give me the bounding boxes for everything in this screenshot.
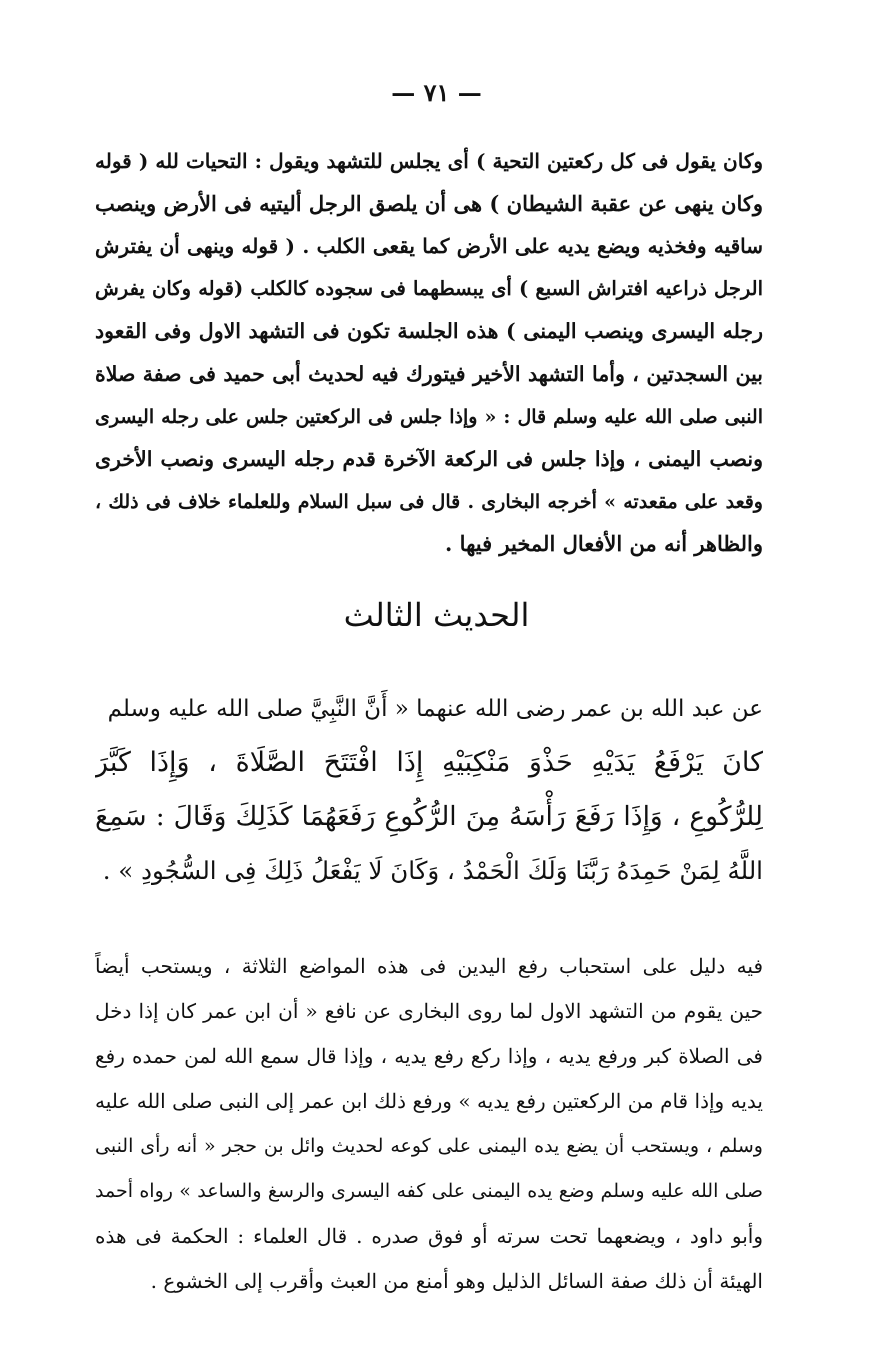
text-line: الهيئة أن ذلك صفة السائل الذليل وهو أمنع من العبث وأقرب إلى الخشوع . [150, 1269, 763, 1293]
commentary-paragraph-2 [95, 944, 763, 1304]
text-line: وقعد على مقعدته » أخرجه البخارى . قال فى سبل السلام وللعلماء خلاف فى ذلك ، [95, 490, 763, 513]
hadith-line: اللَّهُ لِمَنْ حَمِدَهُ رَبَّنَا وَلَكَ الْحَمْدُ ، وَكَانَ لَا يَفْعَلُ ذَلِكَ فِى السُّجُودِ » . [102, 856, 763, 885]
page-number: — ٧١ — [391, 78, 482, 107]
text-line: حين يقوم من التشهد الاول لما روى البخارى عن نافع « أن ابن عمر كان إذا دخل [95, 999, 763, 1023]
text-line: وكان يقول فى كل ركعتين التحية ) أى يجلس للتشهد ويقول : التحيات لله ( قوله [95, 149, 763, 173]
text-line: بين السجدتين ، وأما التشهد الأخير فيتورك فيه لحديث أبى حميد فى صفة صلاة [95, 361, 763, 386]
text-line: يديه وإذا قام من الركعتين رفع يديه » ورفع ذلك ابن عمر إلى النبى صلى الله عليه [95, 1089, 763, 1113]
text-line: وأبو داود ، ويضعهما تحت سرته أو فوق صدره . قال العلماء : الحكمة فى هذه [95, 1224, 763, 1248]
text-line: وكان ينهى عن عقبة الشيطان ) هى أن يلصق الرجل أليتيه فى الأرض وينصب [95, 190, 763, 216]
text-line: ساقيه وفخذيه ويضع يديه على الأرض كما يقعى الكلب . ( قوله وينهى أن يفترش [95, 234, 763, 259]
text-line: النبى صلى الله عليه وسلم قال : « وإذا جلس فى الركعتين جلس على رجله اليسرى [95, 405, 763, 428]
commentary-paragraph-1 [95, 140, 763, 566]
text-line: صلى الله عليه وسلم وضع يده اليمنى على كفه اليسرى والرسغ والساعد » رواه أحمد [95, 1180, 763, 1202]
text-line: رجله اليسرى وينصب اليمنى ) هذه الجلسة تكون فى التشهد الاول وفى القعود [95, 319, 763, 344]
hadith-line: عن عبد الله بن عمر رضى الله عنهما « أَنَّ النَّبِيَّ صلى الله عليه وسلم [107, 696, 763, 722]
text-line: فيه دليل على استحباب رفع اليدين فى هذه المواضع الثلاثة ، ويستحب أيضاً [95, 954, 763, 978]
hadith-line: كانَ يَرْفَعُ يَدَيْهِ حَذْوَ مَنْكِبَيْهِ إِذَا افْتَتَحَ الصَّلَاةَ ، وَإِذَا كَبَّرَ [95, 747, 763, 778]
section-heading: الحديث الثالث [343, 596, 530, 634]
text-line: وسلم ، ويستحب أن يضع يده اليمنى على كوعه لحديث وائل بن حجر « أنه رأى النبى [95, 1135, 763, 1157]
text-line: ونصب اليمنى ، وإذا جلس فى الركعة الآخرة قدم رجله اليسرى ونصب الأخرى [95, 447, 763, 472]
text-line: الرجل ذراعيه افتراش السبع ) أى يبسطهما فى سجوده كالكلب (قوله وكان يفرش [95, 276, 763, 300]
hadith-text [95, 682, 763, 898]
hadith-line: لِلرُّكُوعِ ، وَإِذَا رَفَعَ رَأْسَهُ مِنَ الرُّكُوعِ رَفَعَهُمَا كَذَلِكَ وَقَالَ : سَمِعَ [95, 801, 763, 832]
text-line: والظاهر أنه من الأفعال المخير فيها . [445, 531, 763, 557]
text-line: فى الصلاة كبر ورفع يديه ، وإذا ركع رفع يديه ، وإذا قال سمع الله لمن حمده رفع [95, 1044, 763, 1068]
